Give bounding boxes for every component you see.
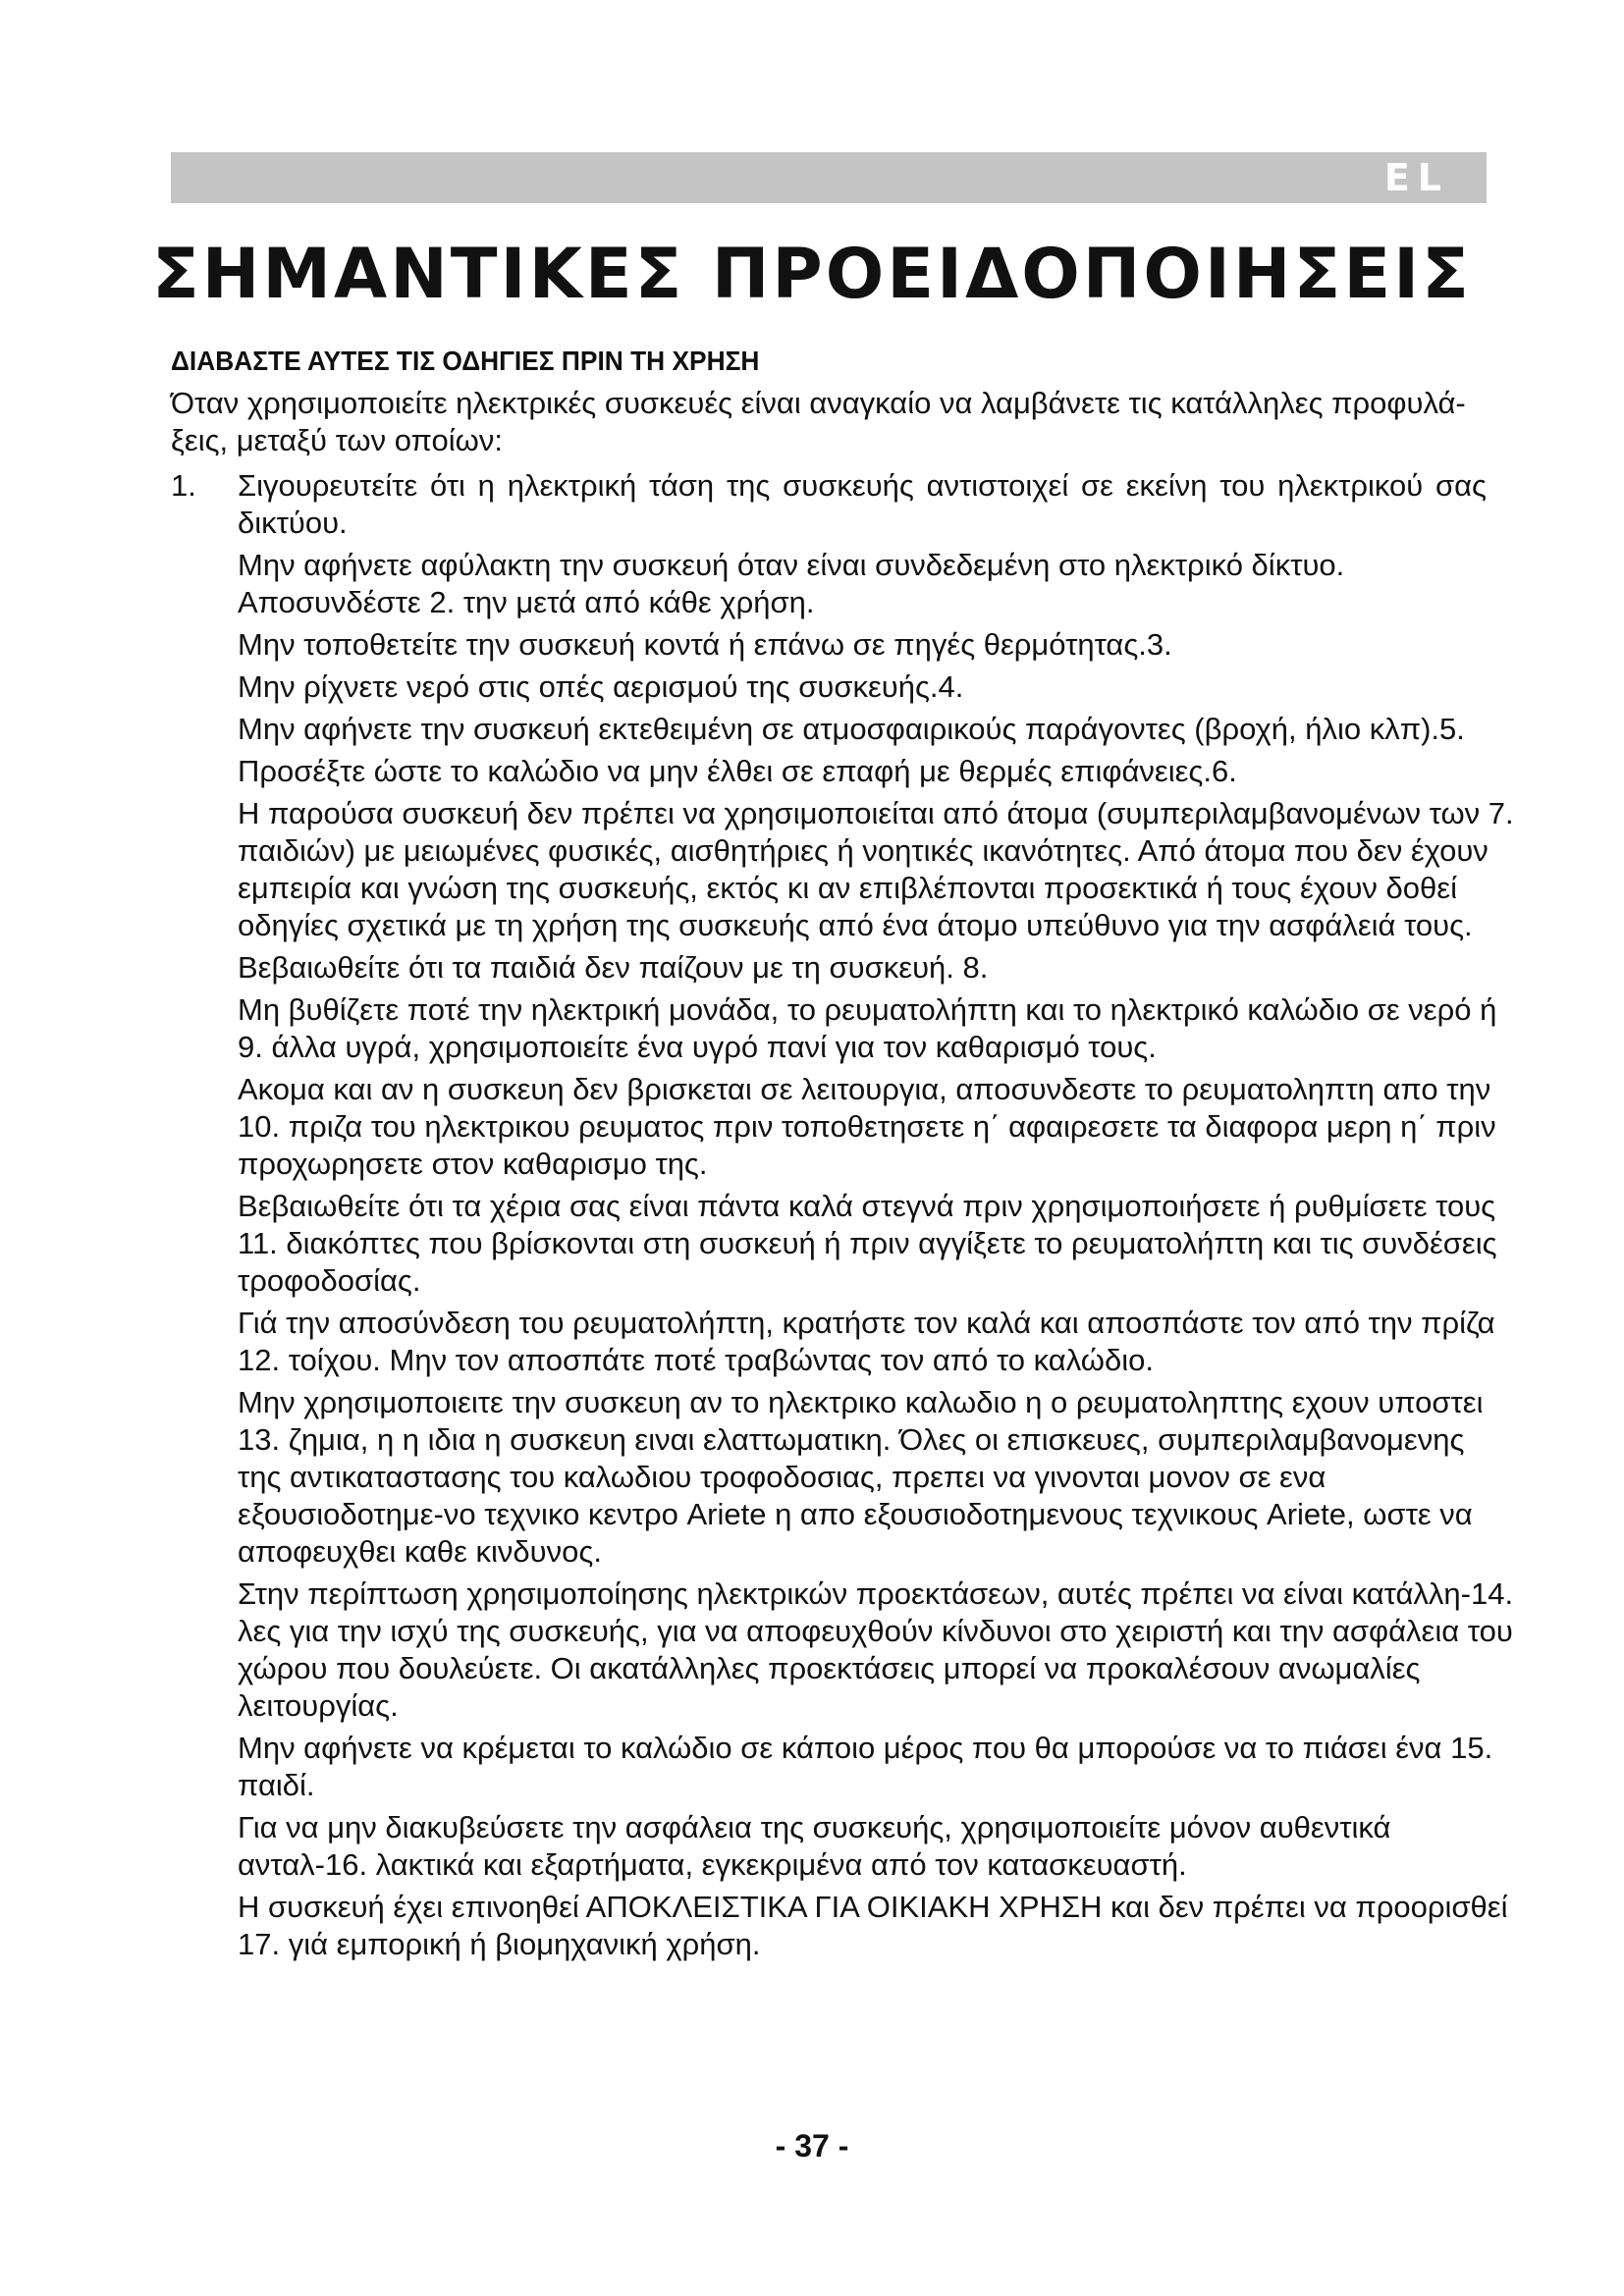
warning-item-16: Για να μην διακυβεύσετε την ασφάλεια της συσκευής, χρησιμοποιείτε μόνον αυθεντικά ανταλ-16. λακτικά και εξαρτήματα, εγκεκριμένα από τον κατασκευαστή.	[238, 1810, 1391, 1882]
warning-item-11: Βεβαιωθείτε ότι τα χέρια σας είναι πάντα καλά στεγνά πριν χρησιμοποιήσετε ή ρυθμίσετε τους 11. διακόπτες που βρίσκονται στη συσκευή ή πριν αγγίξετε το ρευματολήπτη και τις συνδέσεις τροφοδοσίας.	[238, 1189, 1497, 1298]
page-number: - 37 -	[775, 2128, 849, 2163]
warning-item-17: Η συσκευή έχει επινοηθεί ΑΠΟΚΛΕΙΣΤΙΚΑ ΓΙΑ ΟΙΚΙΑΚΗ ΧΡΗΣΗ και δεν πρέπει να προορισθεί 17. γιά εμπορική ή βιομηχανική χρήση.	[238, 1890, 1508, 1961]
warning-item-10: Ακομα και αν η συσκευη δεν βρισκεται σε λειτουργια, αποσυνδεστε το ρευματοληπτη απο την 10. πριζα του ηλεκτρικου ρευματος πριν τοποθετησετε η΄ αφαιρεσετε τα διαφορα μερη η΄ πριν προχωρησετε στον καθαρισμο της.	[238, 1072, 1496, 1181]
warning-item-6: Προσέξτε ώστε το καλώδιο να μην έλθει σε επαφή με θερμές επιφάνειες.6.	[238, 754, 1237, 788]
warning-item-14: Στην περίπτωση χρησιμοποίησης ηλεκτρικών προεκτάσεων, αυτές πρέπει να είναι κατάλλη-14. λες για την ισχύ της συσκευής, για να αποφευχθούν κίνδυνοι στο χειριστή και την ασφάλεια του χώρου που δουλεύετε. Οι ακατάλληλες προεκτάσεις μπορεί να προκαλέσουν ανωμαλίες λειτουργίας.	[238, 1576, 1514, 1723]
warnings-body	[171, 346, 1541, 1968]
warning-item-9: Μη βυθίζετε ποτέ την ηλεκτρική μονάδα, το ρευματολήπτη και το ηλεκτρικό καλώδιο σε νερό ή 9. άλλα υγρά, χρησιμοποιείτε ένα υγρό πανί για τον καθαρισμό τους.	[238, 992, 1497, 1064]
warning-item-4: Μην ρίχνετε νερό στις οπές αερισμού της συσκευής.4.	[238, 669, 964, 704]
intro-paragraph: Όταν χρησιμοποιείτε ηλεκτρικές συσκευές είναι αναγκαίο να λαμβάνετε τις κατάλληλες προφυλά-ξεις, μεταξύ των οποίων:	[171, 386, 1466, 457]
warning-item-15: Μην αφήνετε να κρέμεται το καλώδιο σε κάποιο μέρος που θα μπορούσε να το πιάσει ένα 15. παιδί.	[238, 1731, 1493, 1802]
language-code: EL	[1383, 156, 1449, 199]
section-subheading: ΔΙΑΒΑΣΤΕ ΑΥΤΕΣ ΤΙΣ ΟΔΗΓΙΕΣ ΠΡΙΝ ΤΗ ΧΡΗΣΗ	[171, 346, 760, 376]
warning-item-2: Μην αφήνετε αφύλακτη την συσκευή όταν είναι συνδεδεμένη στο ηλεκτρικό δίκτυο. Αποσυνδέστε 2. την μετά από κάθε χρήση.	[238, 548, 1345, 619]
warning-item-5: Μην αφήνετε την συσκευή εκτεθειμένη σε ατμοσφαιρικούς παράγοντες (βροχή, ήλιο κλπ).5.	[238, 712, 1465, 746]
language-header-bar	[171, 152, 1487, 203]
warning-item-7: Η παρούσα συσκευή δεν πρέπει να χρησιμοποιείται από άτομα (συμπεριλαμβανομένων των 7. παιδιών) με μειωμένες φυσικές, αισθητήριες ή νοητικές ικανότητες. Από άτομα που δεν έχουν εμπειρία και γνώση της συσκευής, εκτός κι αν επιβλέπονται προσεκτικά ή τους έχουν δοθεί οδηγίες σχετικά με τη χρήση της συσκευής από ένα άτομο υπεύθυνο για την ασφάλειά τους.	[238, 796, 1514, 942]
item-number: 1.	[171, 468, 196, 503]
warning-item-13: Μην χρησιμοποιειτε την συσκευη αν το ηλεκτρικο καλωδιο η ο ρευματοληπτης εχουν υποστει 13. ζημια, η η ιδια η συσκευη ειναι ελαττωματικη. Όλες οι επισκευες, συμπεριλαμβανομενης της αντικαταστασης του καλωδιου τροφοδοσιας, πρεπει να γινονται μονον σε ενα εξουσιοδοτημε-νο τεχνικο κεντρο Ariete η απο εξουσιοδοτημενους τεχνικους Ariete, ωστε να αποφευχθει καθε κινδυνος.	[238, 1385, 1484, 1569]
item-text: Σιγουρευτείτε ότι η ηλεκτρική τάση της συσκευής αντιστοιχεί σε εκείνη του ηλεκτρικού σας δικτύου.	[238, 468, 1487, 540]
warning-item-3: Μην τοποθετείτε την συσκευή κοντά ή επάνω σε πηγές θερμότητας.3.	[238, 627, 1172, 662]
warning-item-8: Βεβαιωθείτε ότι τα παιδιά δεν παίζουν με τη συσκευή. 8.	[238, 950, 989, 985]
warning-item-12: Γιά την αποσύνδεση του ρευματολήπτη, κρατήστε τον καλά και αποσπάστε τον από την πρίζα 12. τοίχου. Μην τον αποσπάτε ποτέ τραβώντας τον από το καλώδιο.	[238, 1306, 1495, 1377]
page-title: ΣΗΜΑΝΤΙΚΕΣ ΠΡΟΕΙΔΟΠΟΙΗΣΕΙΣ	[151, 234, 1472, 314]
warning-item-1	[171, 467, 1487, 542]
